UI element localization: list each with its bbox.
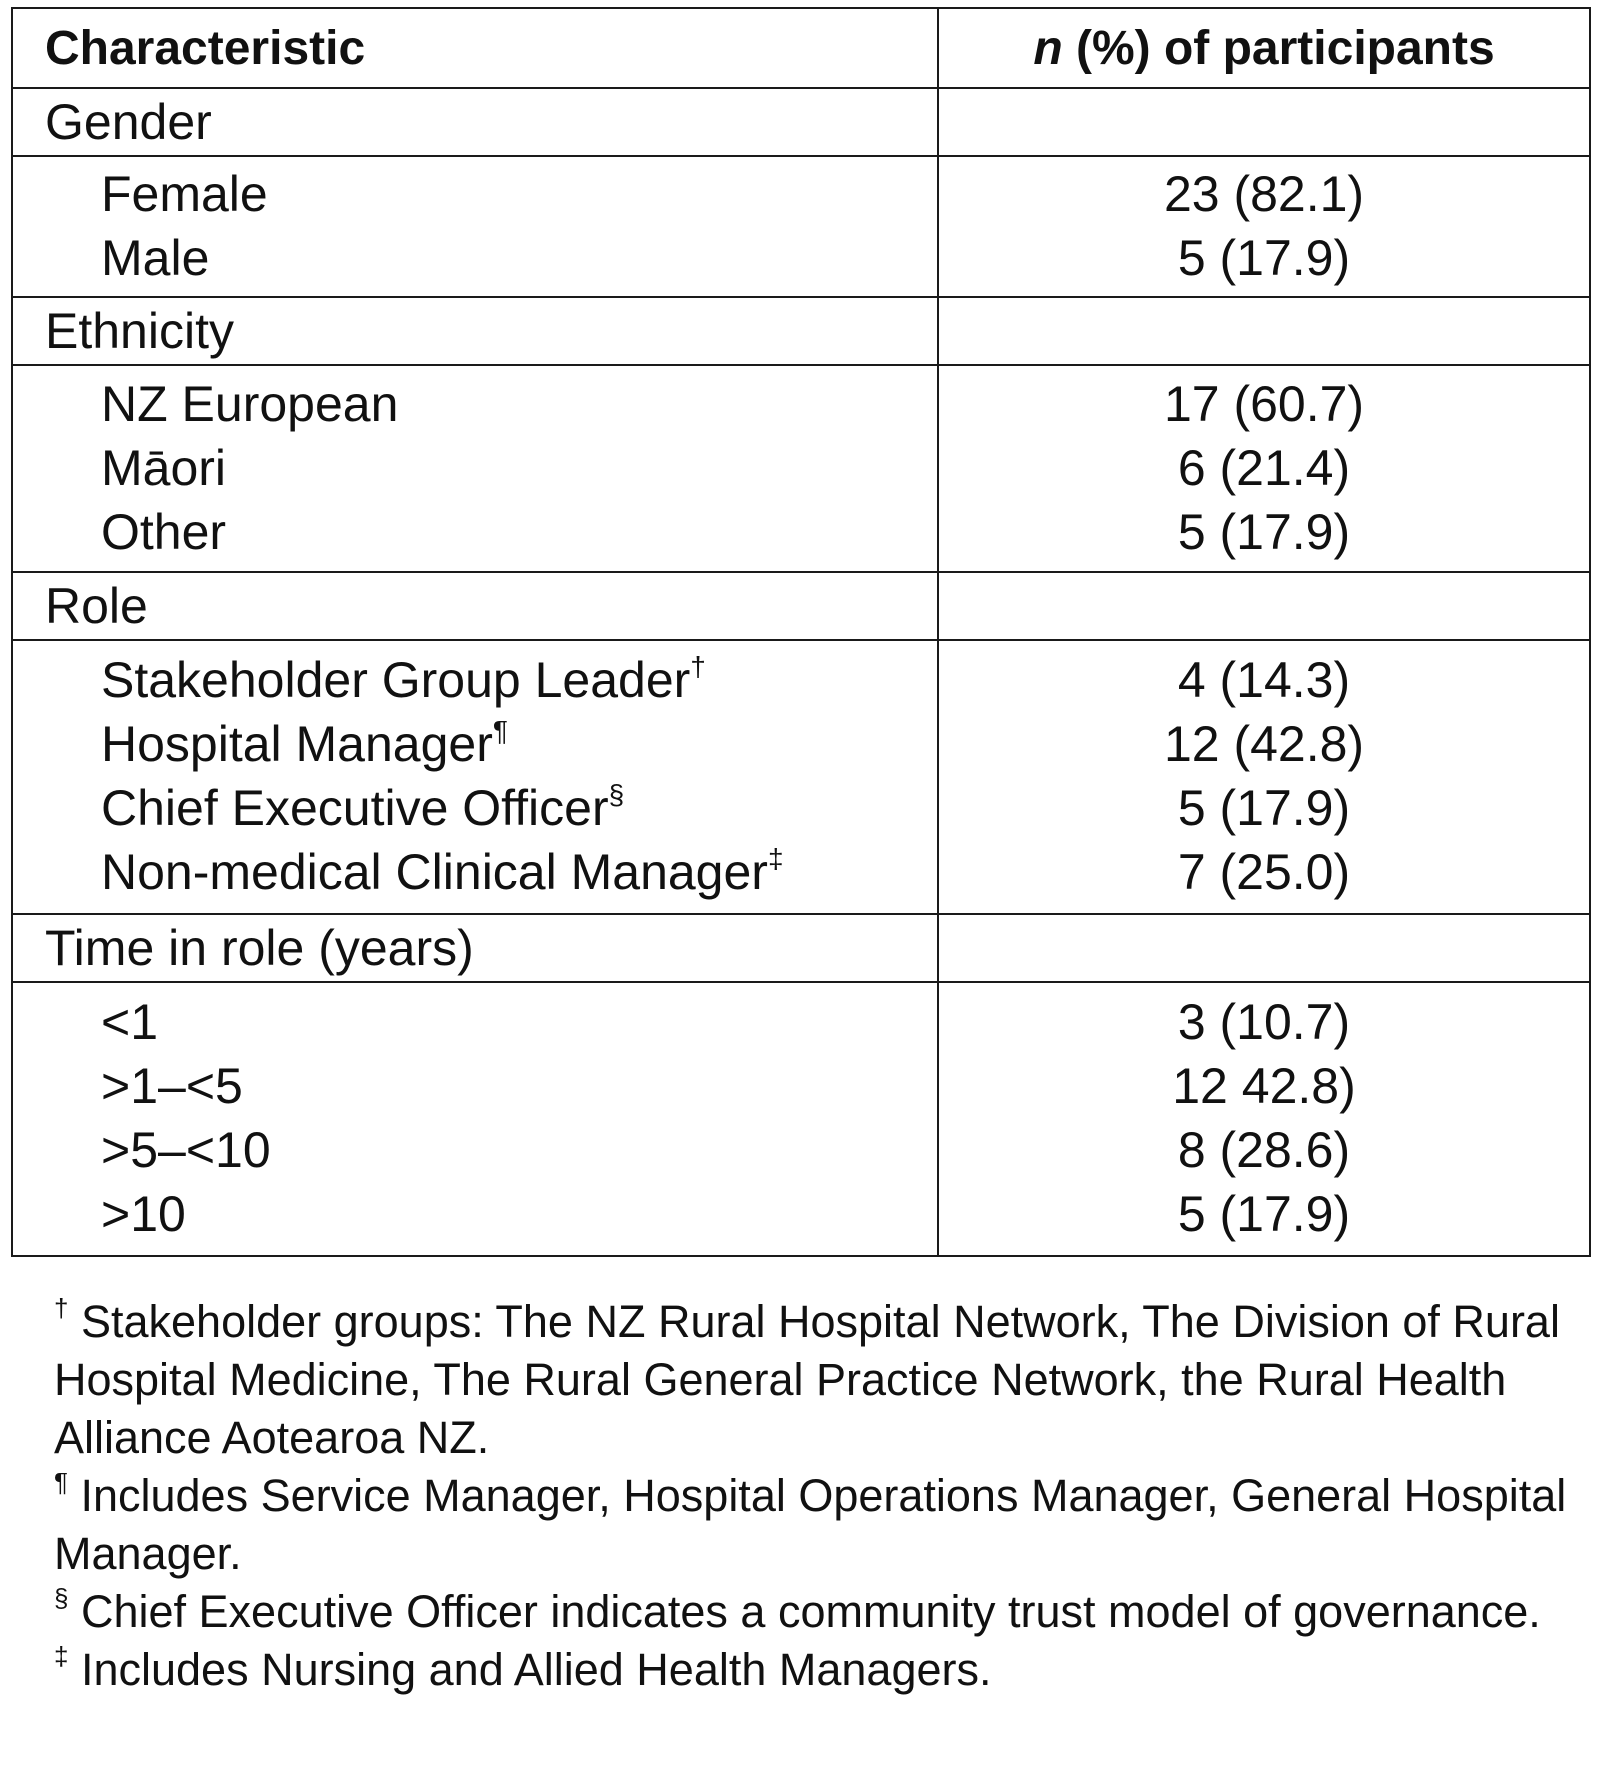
header-pct-label: (%) of participants: [1062, 21, 1495, 75]
footnote: [54, 1583, 1574, 1641]
block-ethnicity: [12, 365, 1590, 572]
group-value-empty: [938, 88, 1590, 156]
footnote-mark: †: [54, 1293, 69, 1323]
row-value: 3 (10.7): [1177, 994, 1351, 1051]
footnote: [54, 1467, 1574, 1583]
footnote-text: Stakeholder groups: The NZ Rural Hospital Network, The Division of Rural Hospital Medicine, The Rural General Practice Network, the Rural Health Alliance Aotearoa NZ.: [54, 1296, 1560, 1463]
header-n: n: [1033, 21, 1063, 75]
row-label-text: Chief Executive Officer: [101, 780, 609, 837]
footnote-text: Includes Nursing and Allied Health Managers.: [68, 1644, 992, 1695]
row-label: [101, 712, 937, 776]
row-value: 8 (28.6): [1177, 1122, 1351, 1179]
row-label-text: Non-medical Clinical Manager: [101, 844, 768, 901]
footnote: [54, 1293, 1574, 1467]
row-value: 4 (14.3): [1177, 652, 1351, 709]
footnote-text: Includes Service Manager, Hospital Operations Manager, General Hospital Manager.: [54, 1470, 1567, 1579]
row-label: [101, 776, 937, 840]
row-value: 5 (17.9): [1177, 780, 1351, 837]
group-label: Role: [12, 572, 938, 640]
block-labels: [12, 640, 938, 914]
row-value: 23 (82.1): [1163, 165, 1365, 222]
block-values: [938, 640, 1590, 914]
row-label: >5–<10: [101, 1122, 271, 1179]
group-label: Ethnicity: [12, 297, 938, 365]
row-label: Male: [101, 229, 210, 286]
header-row: [12, 8, 1590, 88]
row-label: <1: [101, 994, 159, 1051]
block-labels: [12, 365, 938, 572]
group-label: Gender: [12, 88, 938, 156]
group-value-empty: [938, 914, 1590, 982]
row-label-text: Hospital Manager: [101, 716, 493, 773]
block-labels: [12, 156, 938, 297]
participant-characteristics-table: [11, 7, 1591, 1257]
row-value: 5 (17.9): [1177, 1186, 1351, 1243]
block-values: [938, 982, 1590, 1256]
block-gender: [12, 156, 1590, 297]
row-label: Female: [101, 165, 268, 222]
group-row-role: [12, 572, 1590, 640]
footnote: [54, 1641, 1574, 1699]
footnote-mark: ¶: [492, 714, 508, 746]
row-label: >1–<5: [101, 1058, 243, 1115]
footnote-mark: §: [608, 778, 625, 810]
header-characteristic: Characteristic: [12, 8, 938, 88]
footnote-mark: ¶: [54, 1467, 68, 1497]
row-value: 17 (60.7): [1163, 375, 1365, 432]
row-value: 6 (21.4): [1177, 439, 1351, 496]
block-role: [12, 640, 1590, 914]
row-label: Māori: [101, 439, 227, 496]
group-value-empty: [938, 572, 1590, 640]
row-label: Other: [101, 503, 227, 560]
row-label: [101, 648, 937, 712]
block-time-in-role: [12, 982, 1590, 1256]
block-labels: [12, 982, 938, 1256]
footnote-mark: ‡: [767, 842, 784, 874]
footnotes: [54, 1293, 1574, 1699]
footnote-text: Chief Executive Officer indicates a community trust model of governance.: [68, 1586, 1541, 1637]
row-value: 7 (25.0): [1177, 844, 1351, 901]
group-row-time-in-role: [12, 914, 1590, 982]
row-label: NZ European: [101, 375, 399, 432]
row-value: 5 (17.9): [1177, 229, 1351, 286]
row-value: 12 42.8): [1172, 1058, 1356, 1115]
row-value: 5 (17.9): [1177, 503, 1351, 560]
row-label-text: Stakeholder Group Leader: [101, 652, 691, 709]
group-label: Time in role (years): [12, 914, 938, 982]
block-values: [938, 156, 1590, 297]
footnote-mark: †: [690, 650, 706, 682]
row-label: >10: [101, 1186, 186, 1243]
header-participants: [938, 8, 1590, 88]
group-row-gender: [12, 88, 1590, 156]
footnote-mark: ‡: [54, 1641, 69, 1671]
block-values: [938, 365, 1590, 572]
footnote-mark: §: [54, 1583, 69, 1613]
row-label: [101, 840, 937, 904]
row-value: 12 (42.8): [1163, 716, 1365, 773]
group-value-empty: [938, 297, 1590, 365]
group-row-ethnicity: [12, 297, 1590, 365]
